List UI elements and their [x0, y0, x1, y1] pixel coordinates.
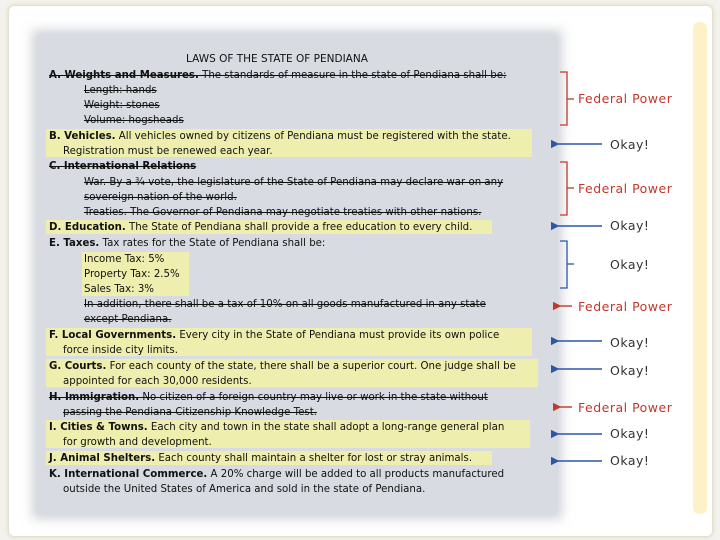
law-i-heading: I. Cities & Towns.: [49, 422, 148, 433]
law-h-line-2: passing the Pendiana Citizenship Knowledge Test.: [63, 407, 317, 418]
label-okay-g: Okay!: [610, 363, 650, 378]
law-c-item-1: War. By a ¾ vote, the legislature of the State of Pendiana may declare war on any: [84, 177, 504, 188]
label-okay-b: Okay!: [610, 137, 650, 152]
law-a-text: The standards of measure in the state of Pendiana shall be:: [198, 70, 507, 81]
law-b-heading: B. Vehicles.: [49, 131, 116, 142]
law-a-item-2: Weight: stones: [84, 100, 160, 111]
law-g-line-2: appointed for each 30,000 residents.: [63, 376, 252, 387]
law-e-item-1: Income Tax: 5%: [84, 254, 165, 265]
label-federal-h: Federal Power: [578, 400, 673, 415]
law-c-item-2: Treaties. The Governor of Pendiana may negotiate treaties with other nations.: [84, 207, 482, 218]
law-e-item-2: Property Tax: 2.5%: [84, 269, 180, 280]
law-c-item-1b: sovereign nation of the world.: [84, 192, 237, 203]
law-f-heading: F. Local Governments.: [49, 330, 177, 341]
law-c-heading: C. International Relations: [49, 161, 197, 172]
law-b-line-2: Registration must be renewed each year.: [63, 146, 273, 157]
label-okay-f: Okay!: [610, 335, 650, 350]
label-okay-i: Okay!: [610, 426, 650, 441]
law-f-line-2: force inside city limits.: [63, 345, 178, 356]
law-k-line-2: outside the United States of America and sold in the state of Pendiana.: [63, 484, 426, 495]
law-a-item-1: Length: hands: [84, 85, 157, 96]
law-g-text: For each county of the state, there shall be a superior court. One judge shall be: [106, 361, 516, 372]
law-a-heading: A. Weights and Measures.: [49, 70, 199, 81]
document-title: LAWS OF THE STATE OF PENDIANA: [186, 53, 368, 65]
law-k-heading: K. International Commerce.: [49, 469, 208, 480]
law-g-heading: G. Courts.: [49, 361, 107, 372]
label-okay-d: Okay!: [610, 218, 650, 233]
law-e-text: Tax rates for the State of Pendiana shall be:: [99, 238, 326, 249]
law-b-text: All vehicles owned by citizens of Pendiana must be registered with the state.: [115, 131, 511, 142]
bracket-c: [560, 162, 567, 215]
bracket-e: [560, 241, 567, 288]
label-federal-c: Federal Power: [578, 181, 673, 196]
label-federal-a: Federal Power: [578, 91, 673, 106]
label-okay-e: Okay!: [610, 257, 650, 272]
law-k-text: A 20% charge will be added to all products manufactured: [207, 469, 505, 480]
law-h-text: No citizen of a foreign country may live or work in the state without: [139, 392, 488, 403]
law-a-item-3: Volume: hogsheads: [84, 115, 184, 126]
law-j-text: Each county shall maintain a shelter for lost or stray animals.: [155, 453, 473, 464]
bracket-a: [560, 72, 567, 125]
label-okay-j: Okay!: [610, 453, 650, 468]
law-d-heading: D. Education.: [49, 222, 126, 233]
law-i-line-2: for growth and development.: [63, 437, 212, 448]
law-e-item-4b: except Pendiana.: [84, 314, 172, 325]
law-e-heading: E. Taxes.: [49, 238, 100, 249]
law-h-heading: H. Immigration.: [49, 392, 140, 403]
law-e-item-3: Sales Tax: 3%: [84, 284, 154, 295]
law-d-text: The State of Pendiana shall provide a free education to every child.: [125, 222, 473, 233]
law-f-text: Every city in the State of Pendiana must provide its own police: [176, 330, 500, 341]
label-federal-e-tax: Federal Power: [578, 299, 673, 314]
law-i-text: Each city and town in the state shall adopt a long-range general plan: [147, 422, 505, 433]
law-j-heading: J. Animal Shelters.: [49, 453, 156, 464]
law-e-item-4: In addition, there shall be a tax of 10% on all goods manufactured in any state: [84, 299, 486, 310]
